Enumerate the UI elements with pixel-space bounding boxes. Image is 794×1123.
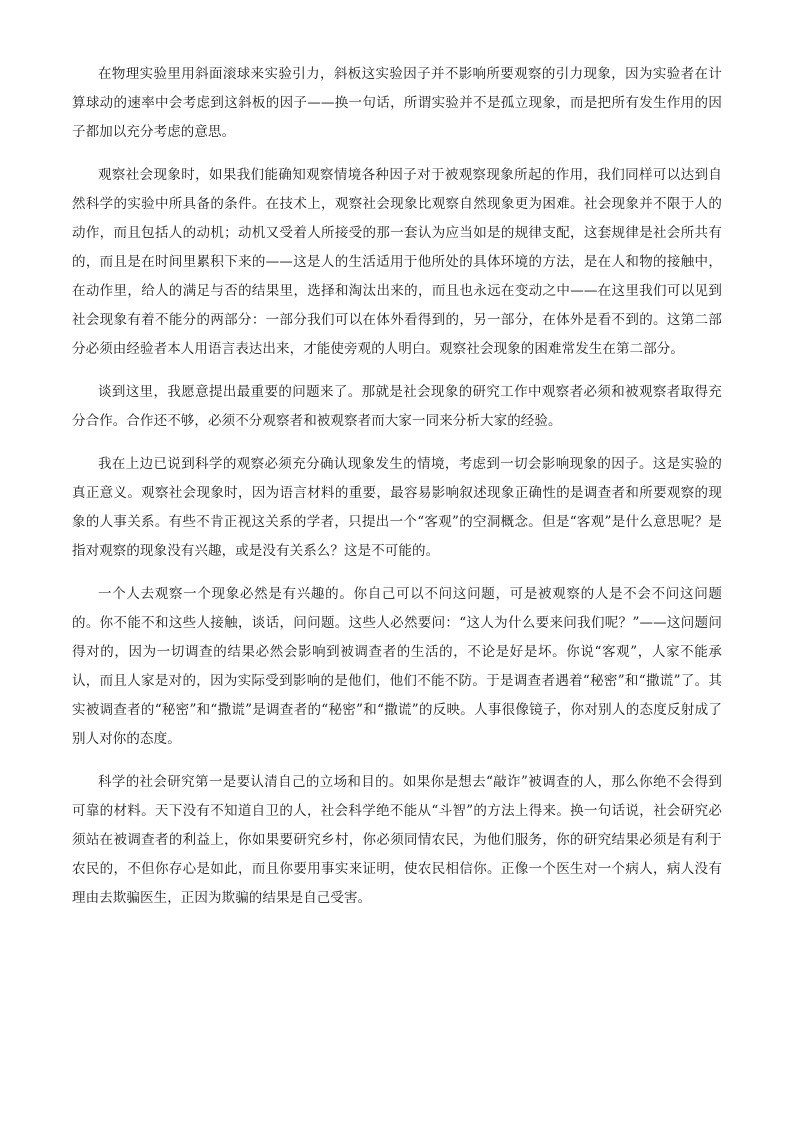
paragraph-1: 在物理实验里用斜面滚球来实验引力，斜板这实验因子并不影响所要观察的引力现象，因为实验者在计算球动的速率中会考虑到这斜板的因子——换一句话，所谓实验并不是孤立现象，而是把所有发生作用的因子都加以充分考虑的意思。 [72, 66, 722, 140]
paragraph-5: 一个人去观察一个现象必然是有兴趣的。你自己可以不问这问题，可是被观察的人是不会不问这问题的。你不能不和这些人接触，谈话，问问题。这些人必然要问：“这人为什么要来问我们呢？”——这问题问得对的，因为一切调查的结果必然会影响到被调查者的生活的，不论是好是坏。你说“客观”，人家不能承认，而且人家是对的，因为实际受到影响的是他们，他们不能不防。于是调查者遇着“秘密”和“撒谎”了。其实被调查者的“秘密”和“撒谎”是调查者的“秘密”和“撒谎”的反映。人事很像镜子，你对别人的态度反射成了别人对你的态度。 [72, 586, 722, 747]
document-body [72, 60, 722, 927]
paragraph-3: 谈到这里，我愿意提出最重要的问题来了。那就是社会现象的研究工作中观察者必须和被观察者取得充分合作。合作还不够，必须不分观察者和被观察者而大家一同来分析大家的经验。 [72, 384, 722, 429]
paragraph-2: 观察社会现象时，如果我们能确知观察情境各种因子对于被观察现象所起的作用，我们同样可以达到自然科学的实验中所具备的条件。在技术上，观察社会现象比观察自然现象更为困难。社会现象并不限于人的动作，而且包括人的动机；动机又受着人所接受的那一套认为应当如是的规律支配，这套规律是社会所共有的，而且是在时间里累积下来的——这是人的生活适用于他所处的具体环境的方法，是在人和物的接触中，在动作里，给人的满足与否的结果里，选择和淘汰出来的，而且也永远在变动之中——在这里我们可以见到社会现象有着不能分的两部分：一部分我们可以在体外看得到的，另一部分，在体外是看不到的。这第二部分必须由经验者本人用语言表达出来，才能使旁观的人明白。观察社会现象的困难常发生在第二部分。 [72, 167, 722, 357]
paragraph-4: 我在上边已说到科学的观察必须充分确认现象发生的情境，考虑到一切会影响现象的因子。这是实验的真正意义。观察社会现象时，因为语言材料的重要，最容易影响叙述现象正确性的是调查者和所要观察的现象的人事关系。有些不肯正视这关系的学者，只提出一个“客观”的空洞概念。但是“客观”是什么意思呢？是指对观察的现象没有兴趣，或是没有关系么？这是不可能的。 [72, 456, 722, 559]
paragraph-6: 科学的社会研究第一是要认清自己的立场和目的。如果你是想去“敲诈”被调查的人，那么你绝不会得到可靠的材料。天下没有不知道自卫的人，社会科学绝不能从“斗智”的方法上得来。换一句话说，社会研究必须站在被调查者的利益上，你如果要研究乡村，你必须同情农民，为他们服务，你的研究结果必须是有利于农民的，不但你存心是如此，而且你要用事实来证明，使农民相信你。正像一个医生对一个病人，病人没有理由去欺骗医生，正因为欺骗的结果是自己受害。 [72, 774, 722, 906]
